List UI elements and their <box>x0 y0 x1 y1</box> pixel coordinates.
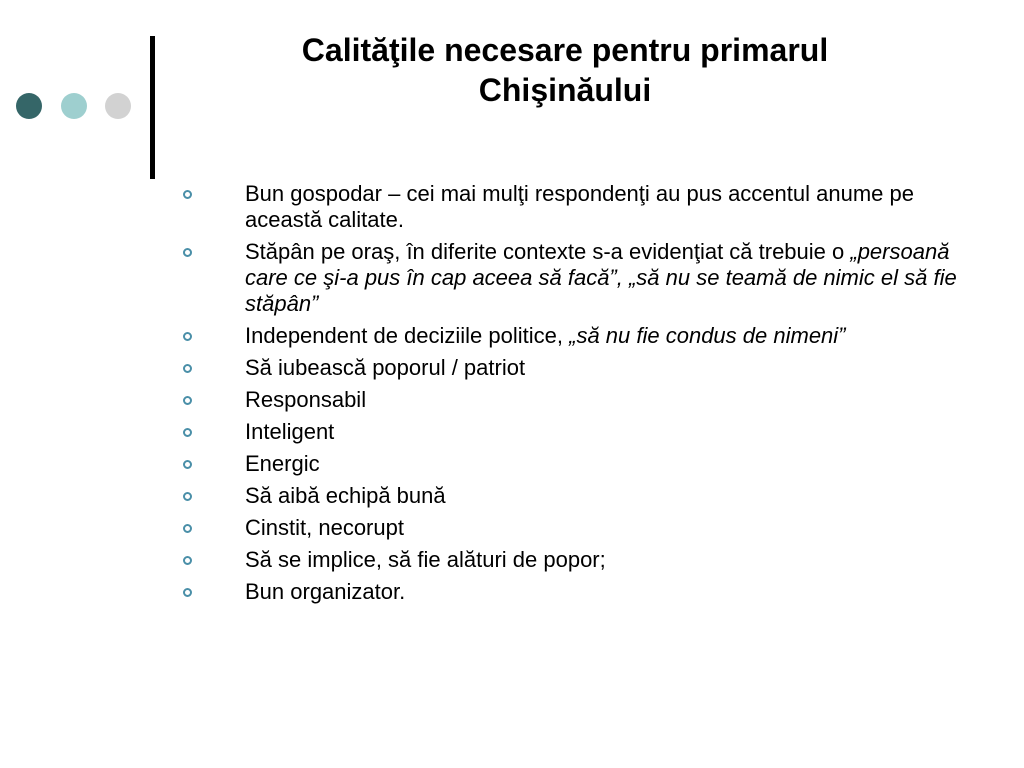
item-text: Cinstit, necorupt <box>245 515 404 540</box>
item-text: Responsabil <box>245 387 367 412</box>
list-item <box>180 451 970 477</box>
bullet-circle-icon <box>183 524 192 533</box>
list-item <box>180 579 970 605</box>
item-text: Energic <box>245 451 320 476</box>
item-text: Inteligent <box>245 419 335 444</box>
decorative-dots <box>16 93 134 121</box>
vertical-divider <box>150 36 155 179</box>
dot-light <box>61 93 87 119</box>
list-item <box>180 515 970 541</box>
list-item <box>180 483 970 509</box>
slide-title <box>180 30 950 110</box>
dot-gray <box>105 93 131 119</box>
list-item <box>180 387 970 413</box>
bullet-circle-icon <box>183 556 192 565</box>
item-quote: „persoană care ce şi-a pus în cap aceea să facă”, „să nu se teamă de nimic el să fie stăpân” <box>245 239 957 316</box>
item-text: Bun gospodar – cei mai mulţi respondenţi au pus accentul anume pe această calitate. <box>245 181 914 232</box>
list-item <box>180 239 970 317</box>
list-item <box>180 419 970 445</box>
bullet-list <box>180 181 970 611</box>
bullet-circle-icon <box>183 460 192 469</box>
item-text: Stăpân pe oraş, în diferite contexte s-a evidenţiat că trebuie o <box>245 239 851 264</box>
item-text: Să aibă echipă bună <box>245 483 446 508</box>
item-text: Să iubească poporul / patriot <box>245 355 526 380</box>
list-item <box>180 323 970 349</box>
bullet-circle-icon <box>183 492 192 501</box>
list-item <box>180 547 970 573</box>
item-text: Să se implice, să fie alături de popor; <box>245 547 606 572</box>
bullet-circle-icon <box>183 332 192 341</box>
list-item <box>180 181 970 233</box>
dot-dark <box>16 93 42 119</box>
bullet-circle-icon <box>183 190 192 199</box>
bullet-circle-icon <box>183 428 192 437</box>
bullet-circle-icon <box>183 588 192 597</box>
bullet-circle-icon <box>183 248 192 257</box>
list-item <box>180 355 970 381</box>
title-line-1: Calităţile necesare pentru primarul <box>301 32 829 68</box>
title-line-2: Chişinăului <box>478 72 652 108</box>
bullet-circle-icon <box>183 396 192 405</box>
bullet-circle-icon <box>183 364 192 373</box>
item-quote: „să nu fie condus de nimeni” <box>569 323 846 348</box>
item-text: Independent de deciziile politice, <box>245 323 570 348</box>
item-text: Bun organizator. <box>245 579 406 604</box>
